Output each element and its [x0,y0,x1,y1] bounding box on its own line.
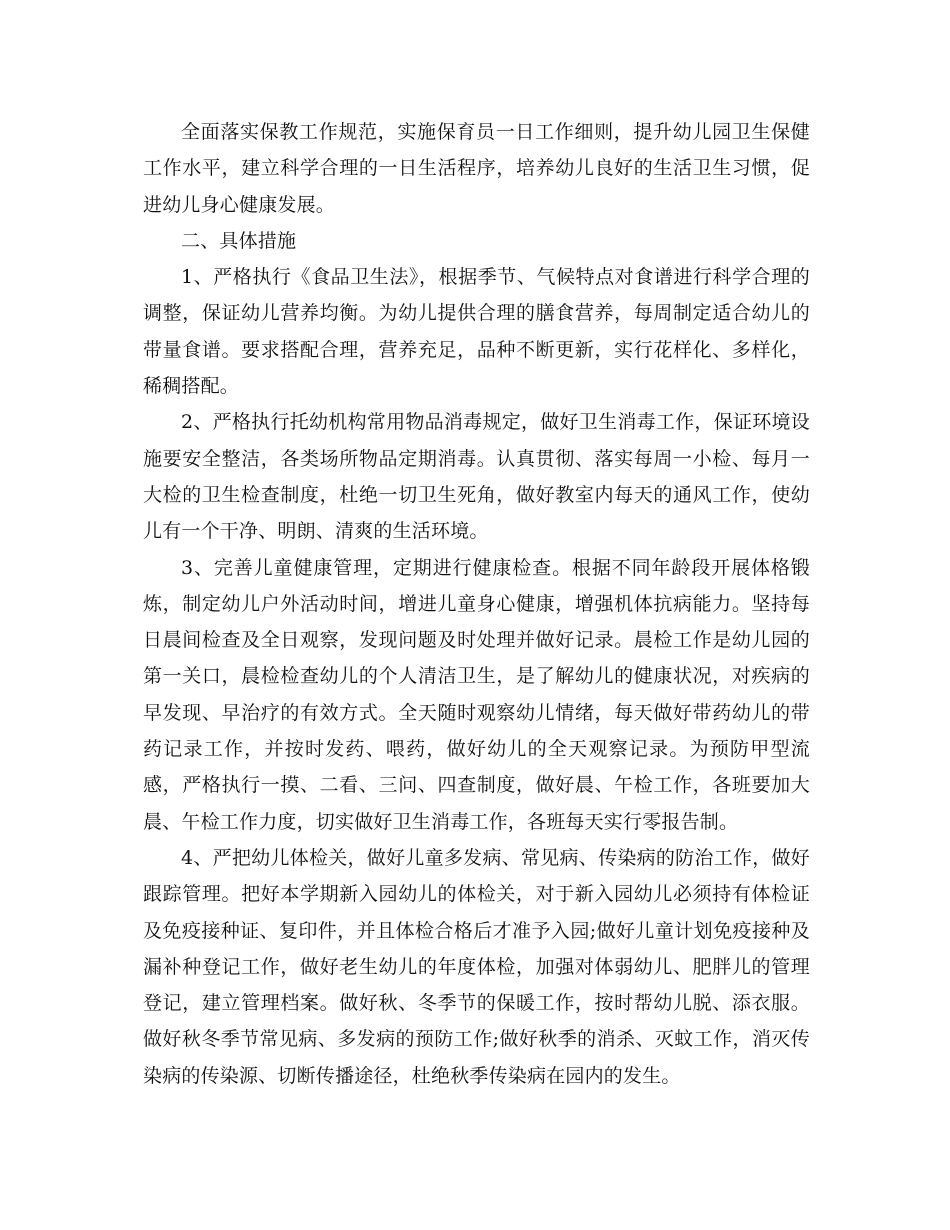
measure-1-paragraph: 1、严格执行《食品卫生法》，根据季节、气候特点对食谱进行科学合理的调整，保证幼儿营养均衡。为幼儿提供合理的膳食营养，每周制定适合幼儿的带量食谱。要求搭配合理，营养充足，品种不断更新，实行花样化、多样化，稀稠搭配。 [143,266,810,398]
measure-3-paragraph: 3、完善儿童健康管理，定期进行健康检查。根据不同年龄段开展体格锻炼，制定幼儿户外活动时间，增进儿童身心健康，增强机体抗病能力。坚持每日晨间检查及全日观察，发现问题及时处理并做好记录。晨检工作是幼儿园的第一关口，晨检检查幼儿的个人清洁卫生，是了解幼儿的健康状况，对疾病的早发现、早治疗的有效方式。全天随时观察幼儿情绪，每天做好带药幼儿的带药记录工作，并按时发药、喂药，做好幼儿的全天观察记录。为预防甲型流感，严格执行一摸、二看、三问、四查制度，做好晨、午检工作，各班要加大晨、午检工作力度，切实做好卫生消毒工作，各班每天实行零报告制。 [143,556,810,833]
section-heading: 二、具体措施 [181,229,297,252]
intro-paragraph: 全面落实保教工作规范，实施保育员一日工作细则，提升幼儿园卫生保健工作水平，建立科学合理的一日生活程序，培养幼儿良好的生活卫生习惯，促进幼儿身心健康发展。 [143,121,810,216]
measure-2-paragraph: 2、严格执行托幼机构常用物品消毒规定，做好卫生消毒工作，保证环境设施要安全整洁，各类场所物品定期消毒。认真贯彻、落实每周一小检、每月一大检的卫生检查制度，杜绝一切卫生死角，做好教室内每天的通风工作，使幼儿有一个干净、明朗、清爽的生活环境。 [143,411,810,543]
measure-4-paragraph: 4、严把幼儿体检关，做好儿童多发病、常见病、传染病的防治工作，做好跟踪管理。把好本学期新入园幼儿的体检关，对于新入园幼儿必须持有体检证及免疫接种证、复印件，并且体检合格后才准予入园;做好儿童计划免疫接种及漏补种登记工作，做好老生幼儿的年度体检，加强对体弱幼儿、肥胖儿的管理登记，建立管理档案。做好秋、冬季节的保暖工作，按时帮幼儿脱、添衣服。做好秋冬季节常见病、多发病的预防工作;做好秋季的消杀、灭蚊工作，消灭传染病的传染源、切断传播途径，杜绝秋季传染病在园内的发生。 [143,846,810,1087]
document-body [143,114,810,1094]
